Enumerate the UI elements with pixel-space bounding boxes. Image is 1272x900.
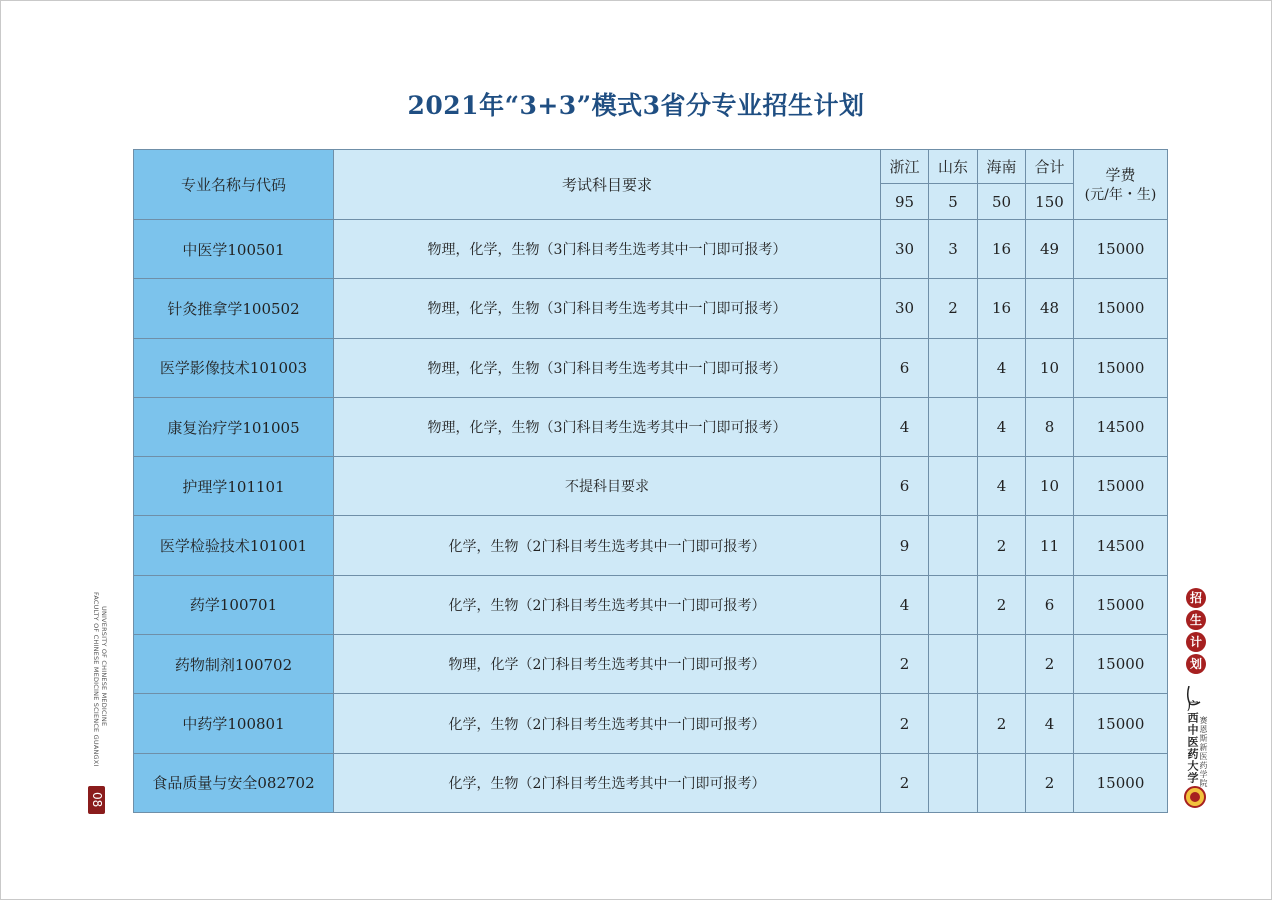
total-cell: 2 (1026, 753, 1074, 812)
header-shandong: 山东 (929, 150, 978, 184)
page-number: 08 (88, 786, 105, 814)
major-cell: 食品质量与安全082702 (134, 753, 334, 812)
hainan-cell: 4 (978, 338, 1026, 397)
shandong-cell: 3 (929, 220, 978, 279)
fee-cell: 15000 (1074, 457, 1168, 516)
major-cell: 药物制剂100702 (134, 635, 334, 694)
zhejiang-cell: 2 (881, 635, 929, 694)
fee-cell: 15000 (1074, 220, 1168, 279)
total-cell: 10 (1026, 457, 1074, 516)
stamp-char: 划 (1186, 654, 1206, 674)
header-fee-line1: 学费 (1105, 165, 1136, 184)
total-cell: 10 (1026, 338, 1074, 397)
hainan-cell: 4 (978, 397, 1026, 456)
table-row (134, 279, 1168, 338)
fee-cell: 15000 (1074, 753, 1168, 812)
shandong-cell (929, 338, 978, 397)
major-cell: 中药学100801 (134, 694, 334, 753)
zhejiang-cell: 9 (881, 516, 929, 575)
table-row (134, 635, 1168, 694)
table-row (134, 753, 1168, 812)
total-all: 150 (1026, 184, 1074, 220)
table-row (134, 457, 1168, 516)
table-row (134, 397, 1168, 456)
fee-cell: 15000 (1074, 575, 1168, 634)
total-cell: 8 (1026, 397, 1074, 456)
requirement-cell: 不提科目要求 (334, 457, 881, 516)
stamp-char: 招 (1186, 588, 1206, 608)
zhejiang-cell: 2 (881, 753, 929, 812)
zhejiang-cell: 4 (881, 575, 929, 634)
zhejiang-cell: 6 (881, 338, 929, 397)
requirement-cell: 物理，化学，生物（3门科目考生选考其中一门即可报考） (334, 397, 881, 456)
header-zhejiang: 浙江 (881, 150, 929, 184)
hainan-cell: 2 (978, 516, 1026, 575)
zhejiang-cell: 30 (881, 220, 929, 279)
total-cell: 11 (1026, 516, 1074, 575)
university-english-text: UNIVERSITY OF CHINESE MEDICINE (100, 606, 108, 727)
table-row (134, 575, 1168, 634)
header-fee-line2: (元/年・生) (1084, 186, 1157, 203)
page-title: 2021年“3+3”模式3省分专业招生计划 (407, 91, 865, 120)
total-hainan: 50 (978, 184, 1026, 220)
table-row (134, 338, 1168, 397)
stamp-char: 生 (1186, 610, 1206, 630)
total-shandong: 5 (929, 184, 978, 220)
faculty-english-text: FACULTY OF CHINESE MEDICINE SCIENCE GUANGXI (92, 592, 100, 767)
zhejiang-cell: 2 (881, 694, 929, 753)
total-cell: 6 (1026, 575, 1074, 634)
shandong-cell (929, 575, 978, 634)
brand-block (1180, 588, 1220, 818)
major-cell: 针灸推拿学100502 (134, 279, 334, 338)
stamp-char: 计 (1186, 632, 1206, 652)
header-requirement: 考试科目要求 (334, 150, 881, 220)
university-name: 广西中医药大学 (1186, 700, 1199, 784)
header-hainan: 海南 (978, 150, 1026, 184)
total-cell: 4 (1026, 694, 1074, 753)
hainan-cell: 2 (978, 694, 1026, 753)
requirement-cell: 化学，生物（2门科目考生选考其中一门即可报考） (334, 575, 881, 634)
table-row (134, 516, 1168, 575)
major-cell: 医学检验技术101001 (134, 516, 334, 575)
major-cell: 中医学100501 (134, 220, 334, 279)
zhejiang-cell: 30 (881, 279, 929, 338)
shandong-cell (929, 516, 978, 575)
fee-cell: 15000 (1074, 694, 1168, 753)
hainan-cell: 2 (978, 575, 1026, 634)
shandong-cell (929, 457, 978, 516)
major-cell: 康复治疗学101005 (134, 397, 334, 456)
requirement-cell: 物理，化学，生物（3门科目考生选考其中一门即可报考） (334, 338, 881, 397)
university-seal-icon (1184, 786, 1206, 808)
table-row (134, 694, 1168, 753)
total-cell: 2 (1026, 635, 1074, 694)
shandong-cell (929, 397, 978, 456)
major-cell: 医学影像技术101003 (134, 338, 334, 397)
hainan-cell (978, 753, 1026, 812)
fee-cell: 14500 (1074, 516, 1168, 575)
shandong-cell (929, 753, 978, 812)
requirement-cell: 物理，化学，生物（3门科目考生选考其中一门即可报考） (334, 220, 881, 279)
hainan-cell: 16 (978, 279, 1026, 338)
header-major: 专业名称与代码 (134, 150, 334, 220)
total-cell: 49 (1026, 220, 1074, 279)
hainan-cell: 4 (978, 457, 1026, 516)
header-fee (1074, 150, 1168, 220)
college-name: 赛恩斯新医药学院 (1199, 716, 1208, 788)
total-cell: 48 (1026, 279, 1074, 338)
hainan-cell: 16 (978, 220, 1026, 279)
major-cell: 药学100701 (134, 575, 334, 634)
requirement-cell: 化学，生物（2门科目考生选考其中一门即可报考） (334, 694, 881, 753)
zhejiang-cell: 6 (881, 457, 929, 516)
enrollment-plan-table (133, 149, 1168, 813)
requirement-cell: 化学，生物（2门科目考生选考其中一门即可报考） (334, 753, 881, 812)
total-zhejiang: 95 (881, 184, 929, 220)
hainan-cell (978, 635, 1026, 694)
header-total: 合计 (1026, 150, 1074, 184)
requirement-cell: 物理，化学（2门科目考生选考其中一门即可报考） (334, 635, 881, 694)
major-cell: 护理学101101 (134, 457, 334, 516)
zhejiang-cell: 4 (881, 397, 929, 456)
requirement-cell: 物理，化学，生物（3门科目考生选考其中一门即可报考） (334, 279, 881, 338)
shandong-cell (929, 635, 978, 694)
fee-cell: 15000 (1074, 635, 1168, 694)
fee-cell: 15000 (1074, 279, 1168, 338)
shandong-cell (929, 694, 978, 753)
requirement-cell: 化学，生物（2门科目考生选考其中一门即可报考） (334, 516, 881, 575)
fee-cell: 15000 (1074, 338, 1168, 397)
fee-cell: 14500 (1074, 397, 1168, 456)
table-row (134, 220, 1168, 279)
shandong-cell: 2 (929, 279, 978, 338)
